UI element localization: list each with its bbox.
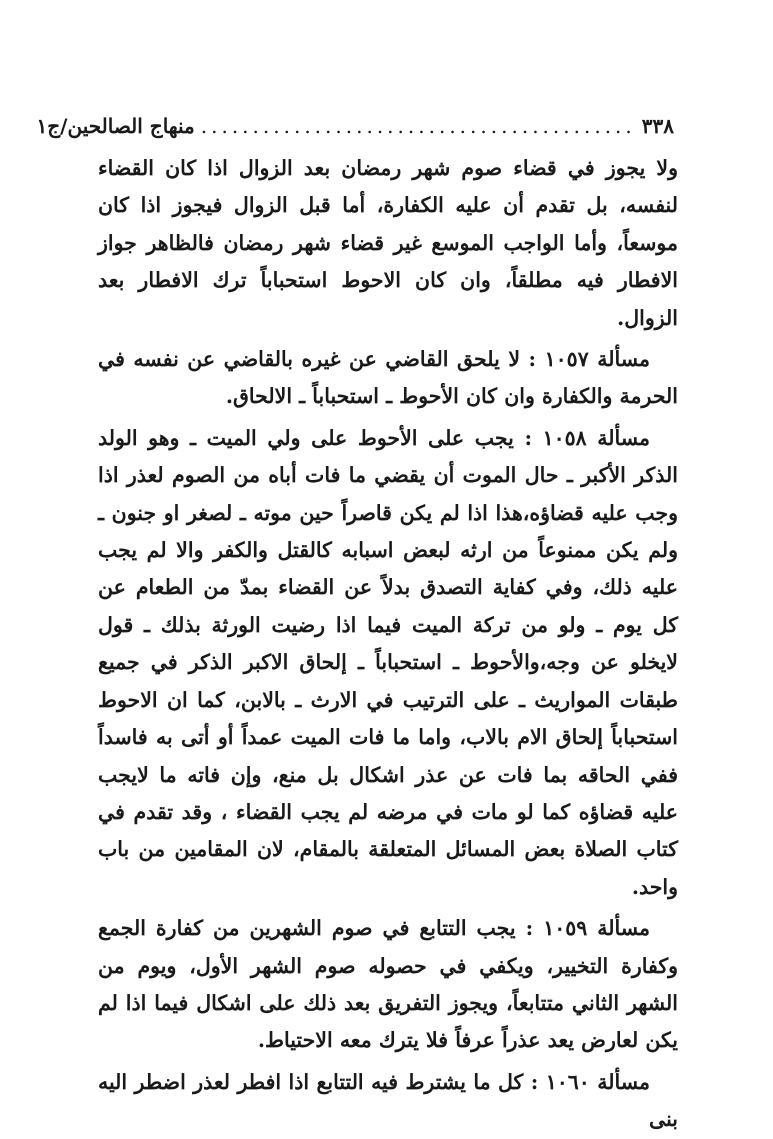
running-title: منهاج الصالحين/ج١ [36,114,195,138]
masala-1058 [98,420,678,906]
masala-heading: مسألة ١٠٦٠ : [530,1069,650,1094]
page-header [36,114,674,144]
paragraph-text: يجب التتابع في صوم الشهرين من كفارة الجمع وكفارة التخيير، ويكفي في حصوله صوم الشهر الأول، ويوم من الشهر الثاني متتابعاً، ويجوز التفريق بعد ذلك على اشكال فيما اذا لم يكن لعارض يعد عذراً عرفاً فلا يترك معه الاحتياط. [98,916,678,1053]
header-leader-dots: .......................................... [200,114,636,138]
masala-heading: مسألة ١٠٥٩ : [525,916,650,941]
masala-heading: مسألة ١٠٥٧ : [528,347,650,372]
masala-1057 [98,341,678,416]
paragraph-text: يجب على الأحوط على ولي الميت ـ وهو الولد الذكر الأكبر ـ حال الموت أن يقضي ما فات أباه من الصوم لعذر اذا وجب عليه قضاؤه،هذا اذا لم يكن قاصراً حين موته ـ لصغر او جنون ـ ولم يكن ممنوعاً من ارثه لبعض اسبابه كالقتل والكفر والا لم يجب عليه ذلك، وفي كفاية التصدق بدلاً عن القضاء بمدّ من الطعام عن كل يوم ـ ولو من تركة الميت فيما اذا رضيت الورثة بذلك ـ قول لايخلو عن وجه،والأحوط ـ استحباباً ـ إلحاق الاكبر الذكر في جميع طبقات المواريث ـ على الترتيب في الارث ـ بالابن، كما ان الاحوط استحباباً إلحاق الام بالاب، واما ما فات الميت عمداً أو أتى به فاسداً ففي الحاقه بما فات عن عذر اشكال بل منع، وإن فاته ما لايجب عليه قضاؤه كما لو مات في مرضه لم يجب القضاء ، وقد تقدم في كتاب الصلاة بعض المسائل المتعلقة بالمقام، لان المقامين من باب واحد. [98,425,678,899]
masala-1060 [98,1064,678,1139]
paragraph-continuation [98,150,678,337]
paragraph-text: كل ما يشترط فيه التتابع اذا افطر لعذر اضطر اليه بنى [98,1069,678,1132]
paragraph-text: لا يلحق القاضي عن غيره بالقاضي عن نفسه في الحرمة والكفارة وان كان الأحوط ـ استحباباً ـ الالحاق. [98,347,678,409]
page-body [98,150,678,1139]
paragraph-text: ولا يجوز في قضاء صوم شهر رمضان بعد الزوال اذا كان القضاء لنفسه، بل تقدم أن عليه الكفارة، أما قبل الزوال فيجوز اذا كان موسعاً، وأما الواجب الموسع غير قضاء شهر رمضان فالظاهر جواز الافطار فيه مطلقاً، وان كان الاحوط استحباباً ترك الافطار بعد الزوال. [98,156,678,330]
masala-heading: مسألة ١٠٥٨ : [524,425,651,450]
masala-1059 [98,910,678,1060]
page-number: ٣٣٨ [641,114,674,138]
